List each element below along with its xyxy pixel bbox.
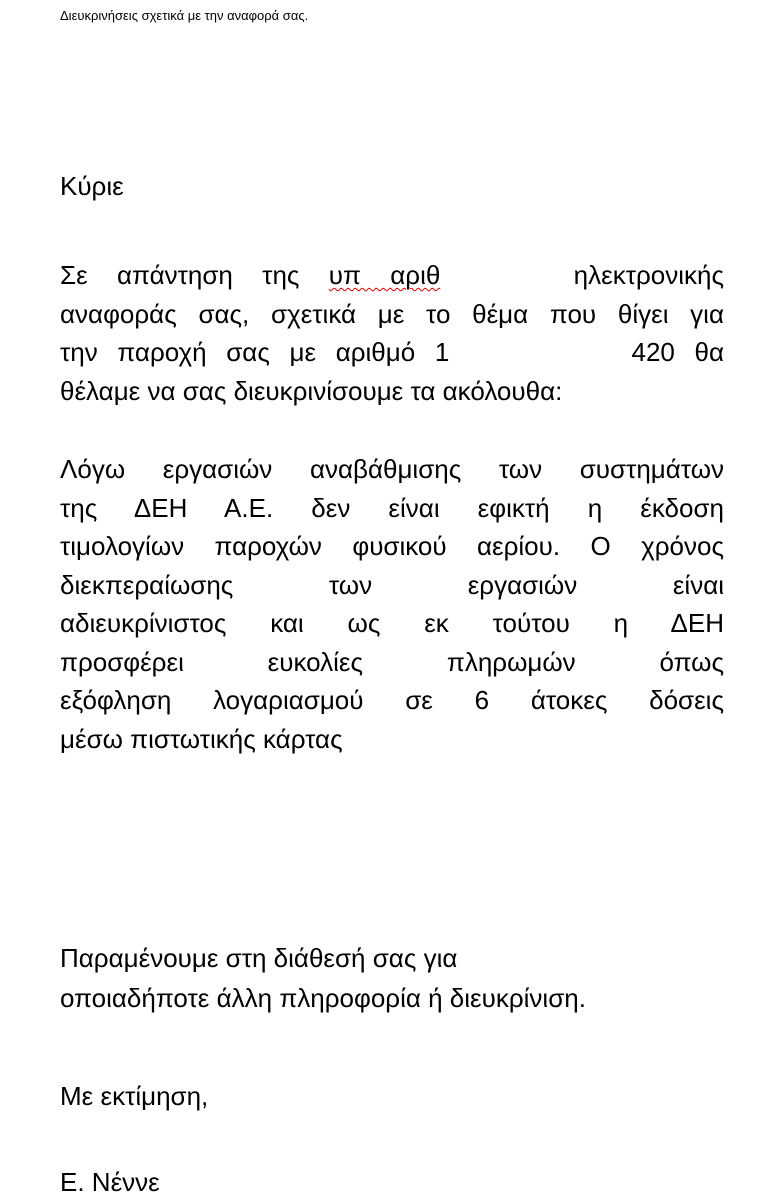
redaction-mark <box>124 176 136 200</box>
paragraph-line: μέσω πιστωτικής κάρτας <box>60 723 343 754</box>
paragraph-line: τιμολογίων παροχών φυσικού αερίου. Ο χρόνος <box>60 531 724 561</box>
paragraph-line: διεκπεραίωσης των εργασιών είναι <box>60 569 724 600</box>
paragraph-line: Λόγω εργασιών αναβάθμισης των συστημάτων <box>60 454 724 484</box>
paragraph-line: θέλαμε να σας διευκρινίσουμε τα ακόλουθα: <box>60 375 563 406</box>
paragraph-line: την παροχή σας με αριθμό 1 420 θα <box>60 337 724 367</box>
paragraph-reply <box>60 256 724 410</box>
paragraph-explanation <box>60 450 724 758</box>
paragraph-line: αδιευκρίνιστος και ως εκ τούτου η ΔΕΗ <box>60 608 724 638</box>
paragraph-line: προσφέρει ευκολίες πληρωμών όπως <box>60 646 724 677</box>
greeting <box>60 170 136 202</box>
paragraph-text: Σε απάντηση της <box>60 260 300 290</box>
subject-line: Διευκρινήσεις σχετικά με την αναφορά σας. <box>60 8 309 23</box>
paragraph-line <box>60 256 724 295</box>
sign-off: Με εκτίμηση, <box>60 1081 209 1111</box>
paragraph-line: της ΔΕΗ Α.Ε. δεν είναι εφικτή η έκδοση <box>60 492 724 523</box>
closing-paragraph <box>60 938 586 1018</box>
paragraph-line: εξόφληση λογαριασμού σε 6 άτοκες δόσεις <box>60 685 724 715</box>
paragraph-text: ηλεκτρονικής <box>573 260 724 290</box>
signature: Ε. Νέννε <box>60 1167 160 1197</box>
closing-line: Παραμένουμε στη διάθεσή σας για <box>60 943 458 973</box>
closing-line: οποιαδήποτε άλλη πληροφορία ή διευκρίνιση. <box>60 983 586 1013</box>
misspelled-text: υπ αριθ <box>328 260 441 290</box>
paragraph-line: αναφοράς σας, σχετικά με το θέμα που θίγει για <box>60 298 724 329</box>
greeting-text: Κύριε <box>60 171 124 201</box>
